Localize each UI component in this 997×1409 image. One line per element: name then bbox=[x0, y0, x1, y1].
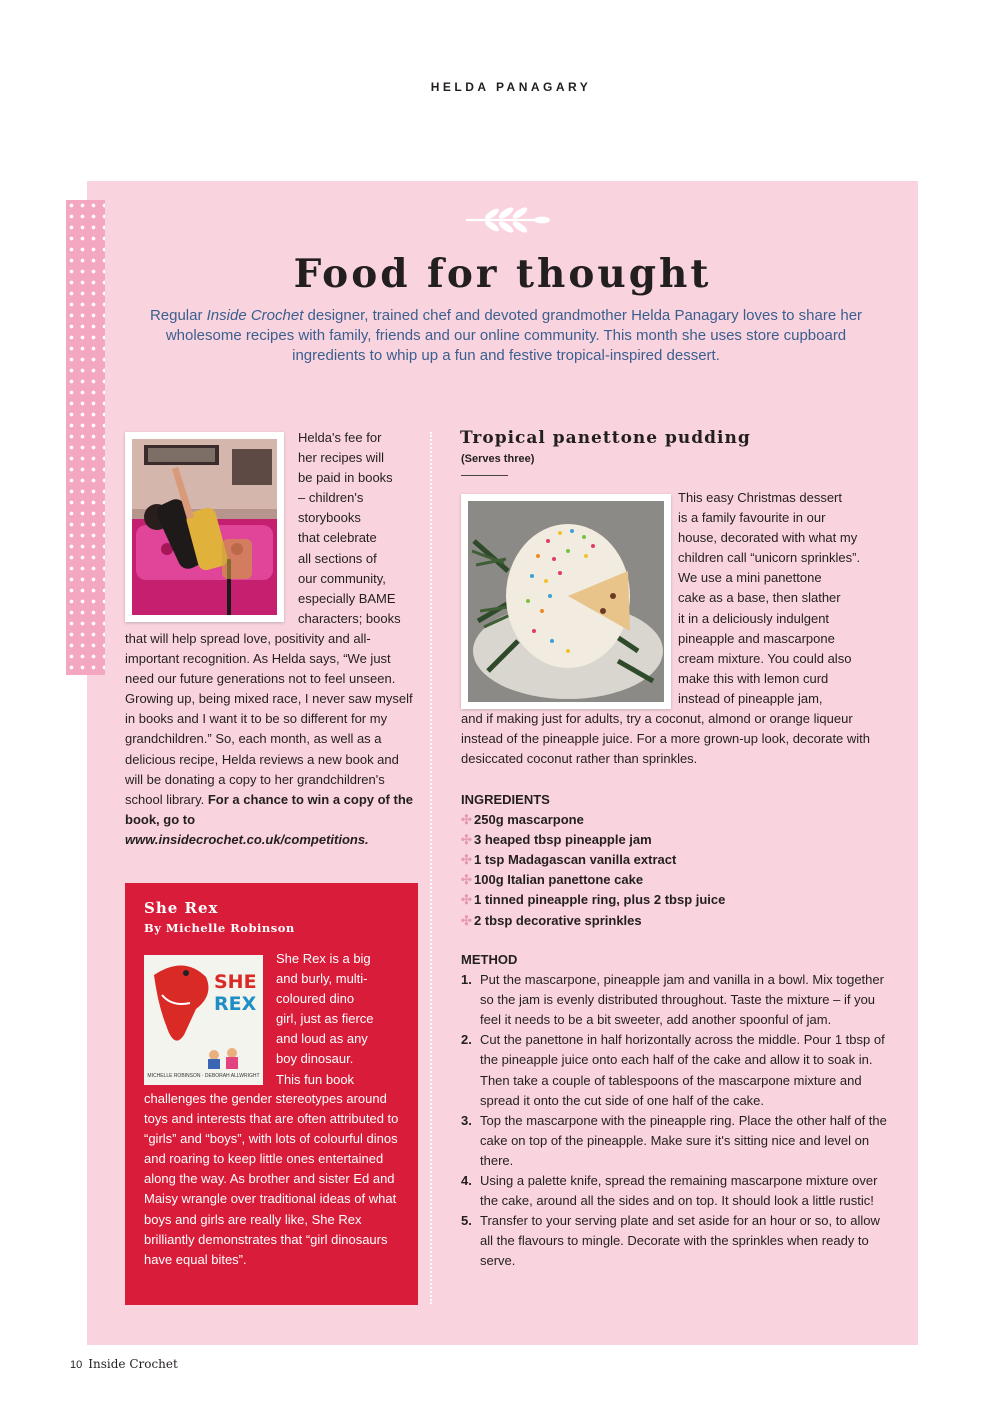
text-line: children call “unicorn sprinkles”. bbox=[678, 550, 861, 566]
snowflake-bullet-icon: ✣ bbox=[461, 852, 472, 868]
text-line: girl, just as fierce bbox=[276, 1011, 374, 1027]
ingredient-text: 250g mascarpone bbox=[474, 812, 584, 828]
text-line: be paid in books bbox=[298, 470, 393, 486]
page-title: Food for thought bbox=[293, 251, 712, 297]
text-line: This fun book bbox=[276, 1071, 355, 1087]
step-number: 5. bbox=[461, 1213, 472, 1229]
recipe-intro-wrap bbox=[678, 488, 898, 709]
book-wrap-text bbox=[276, 949, 411, 1090]
step-text: Using a palette knife, spread the remaining mascarpone mixture over the cake, around all the sides and on top. It should look a little rustic! bbox=[480, 1173, 878, 1209]
method-step bbox=[461, 970, 891, 1030]
snowflake-bullet-icon: ✣ bbox=[461, 892, 472, 908]
recipe-serves: (Serves three) bbox=[461, 453, 535, 465]
text-line: is a family favourite in our bbox=[678, 510, 826, 526]
text-line: coloured dino bbox=[276, 991, 355, 1007]
ingredients-heading: INGREDIENTS bbox=[461, 792, 550, 807]
text-line: and loud as any bbox=[276, 1031, 368, 1047]
intro-body bbox=[125, 629, 417, 850]
standfirst-magazine-name: Inside Crochet bbox=[206, 307, 304, 324]
snowflake-bullet-icon: ✣ bbox=[461, 872, 472, 888]
book-byline: By Michelle Robinson bbox=[144, 921, 295, 935]
ingredient-item bbox=[461, 911, 891, 931]
recipe-title: Tropical panettone pudding bbox=[460, 428, 751, 448]
snowflake-bullet-icon: ✣ bbox=[461, 812, 472, 828]
step-number: 2. bbox=[461, 1032, 472, 1048]
ingredient-text: 100g Italian panettone cake bbox=[474, 872, 644, 888]
standfirst-text-cont: designer, trained chef and devoted grandmother Helda Panagary loves to share her wholesome recipes with family, friends and our online community. This month she uses store cupboard ingredients to whip up a fun and festive tropical-inspired dessert. bbox=[165, 307, 863, 364]
cover-title-she: SHE bbox=[214, 971, 257, 993]
book-review-box bbox=[125, 883, 418, 1305]
text-line: She Rex is a big bbox=[276, 951, 371, 966]
standfirst bbox=[140, 306, 872, 366]
step-number: 1. bbox=[461, 972, 472, 988]
step-number: 3. bbox=[461, 1112, 472, 1128]
text-line: boy dinosaur. bbox=[276, 1051, 354, 1067]
column-divider bbox=[430, 432, 432, 1304]
page-number: 10 bbox=[70, 1359, 83, 1371]
method-step bbox=[461, 1211, 891, 1271]
book-cover bbox=[144, 955, 263, 1085]
method-step bbox=[461, 1171, 891, 1211]
cover-title-rex: REX bbox=[214, 993, 257, 1015]
ingredient-text: 3 heaped tbsp pineapple jam bbox=[474, 832, 652, 848]
step-number: 4. bbox=[461, 1173, 472, 1189]
text-line: especially BAME bbox=[298, 590, 396, 606]
helda-photo bbox=[125, 432, 284, 622]
title-rule bbox=[461, 475, 508, 476]
pudding-image bbox=[468, 501, 664, 702]
cta-text: For a chance to win a copy of the book, go to bbox=[125, 791, 414, 827]
magazine-name: Inside Crochet bbox=[88, 1357, 178, 1371]
text-line: cake as a base, then slather bbox=[678, 590, 841, 606]
ingredient-text: 2 tbsp decorative sprinkles bbox=[474, 912, 642, 928]
folio bbox=[70, 1357, 178, 1371]
method-list bbox=[461, 970, 891, 1271]
text-line: make this with lemon curd bbox=[678, 670, 829, 686]
text-line: it in a deliciously indulgent bbox=[678, 610, 830, 626]
standfirst-text: Regular bbox=[149, 307, 207, 324]
text-line: This easy Christmas dessert bbox=[678, 490, 842, 505]
ingredients-list bbox=[461, 810, 891, 931]
running-head: HELDA PANAGARY bbox=[430, 80, 592, 94]
method-heading: METHOD bbox=[461, 952, 518, 967]
ingredient-item bbox=[461, 890, 891, 910]
text-line: all sections of bbox=[298, 550, 377, 566]
text-line: We use a mini panettone bbox=[678, 570, 822, 586]
ingredient-item bbox=[461, 870, 891, 890]
method-step bbox=[461, 1111, 891, 1171]
ingredient-item bbox=[461, 810, 891, 830]
step-text: Transfer to your serving plate and set aside for an hour or so, to allow all the flavours to mingle. Decorate with the sprinkles when ready to serve. bbox=[480, 1213, 880, 1269]
method-section bbox=[461, 950, 891, 1272]
text-line: that celebrate bbox=[298, 530, 377, 546]
ingredients-section bbox=[461, 790, 891, 931]
text-line: characters; books bbox=[298, 610, 401, 626]
ingredient-text: 1 tinned pineapple ring, plus 2 tbsp juice bbox=[474, 892, 726, 908]
snowflake-bullet-icon: ✣ bbox=[461, 832, 472, 848]
book-title: She Rex bbox=[144, 899, 219, 917]
recipe-intro-body: and if making just for adults, try a coconut, almond or orange liqueur instead of the pineapple juice. For a more grown-up look, decorate with desiccated coconut rather than sprinkles. bbox=[461, 711, 871, 767]
step-text: Cut the panettone in half horizontally across the middle. Pour 1 tbsp of the pineapple juice onto each half of the cake and allow it to soak in. Then take a couple of tablespoons of the mascarpone mixture and spread it onto the cut side of one half of the cake. bbox=[480, 1032, 885, 1108]
intro-body-text: that will help spread love, positivity and all-important recognition. As Helda says, “We just need our future generations not to feel unseen. Growing up, being mixed race, I never saw myself in books and I want it to be so different for my grandchildren.” So, each month, as well as a delicious recipe, Helda reviews a new book and will be donating a copy to her grandchildren's school library. bbox=[125, 631, 413, 807]
text-line: and burly, multi- bbox=[276, 971, 368, 987]
text-line: her recipes will bbox=[298, 450, 384, 466]
pudding-photo bbox=[461, 494, 671, 709]
step-text: Top the mascarpone with the pineapple ring. Place the other half of the cake on top of the pineapple. Make sure it's sitting nice and level on there. bbox=[480, 1112, 887, 1168]
text-line: our community, bbox=[298, 570, 386, 586]
method-step bbox=[461, 1030, 891, 1110]
leaf-sprig-icon bbox=[462, 200, 552, 240]
ingredient-item bbox=[461, 830, 891, 850]
text-line: house, decorated with what my bbox=[678, 530, 858, 546]
text-line: pineapple and mascarpone bbox=[678, 630, 835, 646]
text-line: storybooks bbox=[298, 510, 361, 526]
step-text: Put the mascarpone, pineapple jam and vanilla in a bowl. Mix together so the jam is evenly distributed throughout. Taste the mixture – if you feel it needs to be a bit sweeter, add another spoonful of jam. bbox=[480, 972, 884, 1028]
book-review-body: challenges the gender stereotypes around toys and interests that are often attributed to “girls” and “boys”, with lots of colourful dinos and roaring to keep little ones entertained along the way. As brother and sister Ed and Maisy wrangle over traditional ideas of what boys and girls are really like, She Rex brilliantly demonstrates that “girl dinosaurs have equal bites”. bbox=[144, 1091, 399, 1267]
cover-credits: MICHELLE ROBINSON · DEBORAH ALLWRIGHT bbox=[147, 1073, 260, 1079]
snowflake-bullet-icon: ✣ bbox=[461, 912, 472, 928]
text-line: cream mixture. You could also bbox=[678, 650, 852, 666]
text-line: – children's bbox=[298, 490, 364, 506]
text-line: Helda's fee for bbox=[298, 430, 382, 445]
helda-portrait-image bbox=[132, 439, 277, 615]
intro-wrap-text bbox=[298, 428, 428, 629]
text-line: instead of pineapple jam, bbox=[678, 690, 823, 706]
competition-link[interactable]: www.insidecrochet.co.uk/competitions. bbox=[125, 831, 369, 847]
ingredient-text: 1 tsp Madagascan vanilla extract bbox=[474, 852, 677, 868]
ingredient-item bbox=[461, 850, 891, 870]
